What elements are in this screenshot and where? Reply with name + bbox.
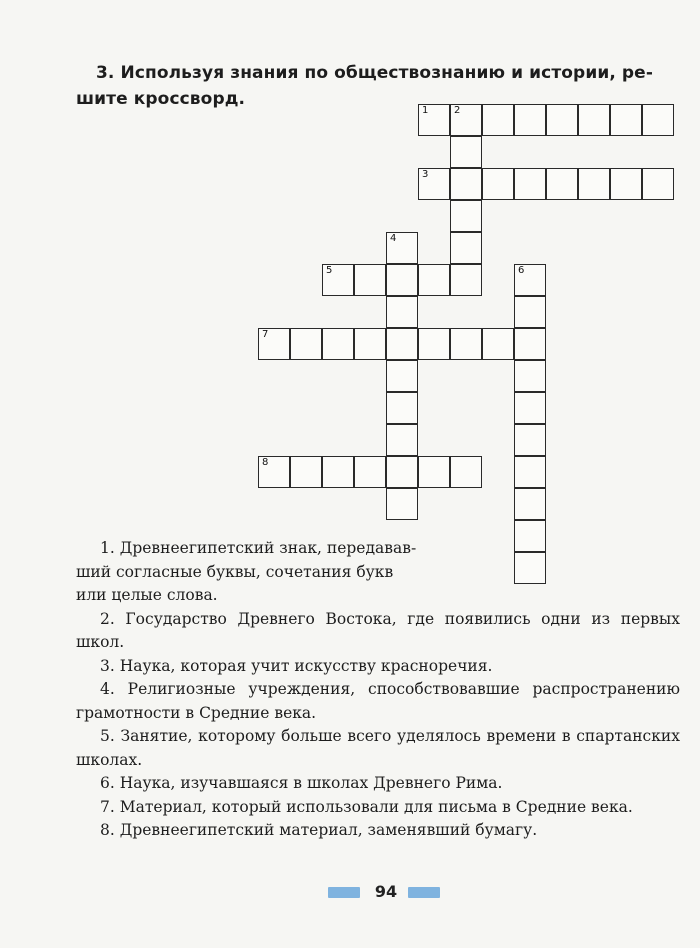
crossword-cell[interactable] xyxy=(354,456,386,488)
crossword-cell[interactable] xyxy=(258,456,290,488)
crossword-cell[interactable] xyxy=(450,328,482,360)
crossword-cell[interactable] xyxy=(322,328,354,360)
clue-1-line-1: 1. Древнеегипетский знак, передавав- xyxy=(100,539,417,557)
clue-8: 8. Древнеегипетский материал, заменявший бумагу. xyxy=(100,821,538,839)
crossword-cell[interactable] xyxy=(418,168,450,200)
clue-2: 2. Государство Древнего Востока, где появились одни из первых школ. xyxy=(76,609,680,651)
crossword-cell[interactable] xyxy=(386,424,418,456)
crossword-cell[interactable] xyxy=(386,232,418,264)
clue-number-7: 7 xyxy=(262,329,269,340)
crossword-cell[interactable] xyxy=(418,328,450,360)
crossword-cell[interactable] xyxy=(578,168,610,200)
crossword-cell[interactable] xyxy=(642,104,674,136)
crossword-cell[interactable] xyxy=(514,360,546,392)
crossword-cell[interactable] xyxy=(450,136,482,168)
crossword-cell[interactable] xyxy=(514,392,546,424)
crossword-cell[interactable] xyxy=(514,104,546,136)
crossword-cell[interactable] xyxy=(450,104,482,136)
page-footer xyxy=(0,880,700,904)
clue-5: 5. Занятие, которому больше всего уделялось времени в спартанских школах. xyxy=(76,727,680,769)
crossword-cell[interactable] xyxy=(386,392,418,424)
crossword-cell[interactable] xyxy=(290,456,322,488)
clue-number-2: 2 xyxy=(454,105,461,116)
crossword-cell[interactable] xyxy=(386,360,418,392)
crossword-cell[interactable] xyxy=(546,104,578,136)
crossword-cell[interactable] xyxy=(258,328,290,360)
clue-number-8: 8 xyxy=(262,457,269,468)
clue-number-1: 1 xyxy=(422,105,429,116)
crossword-cell[interactable] xyxy=(610,104,642,136)
crossword-cell[interactable] xyxy=(482,168,514,200)
clue-number-4: 4 xyxy=(390,233,397,244)
crossword-cell[interactable] xyxy=(514,424,546,456)
clue-6: 6. Наука, изучавшаяся в школах Древнего Рима. xyxy=(100,774,503,792)
crossword-cell[interactable] xyxy=(322,456,354,488)
task-heading-line-2: шите кроссворд. xyxy=(76,89,246,109)
crossword-cell[interactable] xyxy=(418,104,450,136)
crossword-cell[interactable] xyxy=(578,104,610,136)
crossword-cell[interactable] xyxy=(386,296,418,328)
crossword-cell[interactable] xyxy=(450,200,482,232)
clue-3: 3. Наука, которая учит искусству красноречия. xyxy=(100,656,493,675)
crossword-cell[interactable] xyxy=(322,264,354,296)
crossword-cell[interactable] xyxy=(386,328,418,360)
crossword-cell[interactable] xyxy=(450,264,482,296)
clue-number-6: 6 xyxy=(518,265,525,276)
crossword-cell[interactable] xyxy=(610,168,642,200)
crossword-cell[interactable] xyxy=(514,328,546,360)
crossword-cell[interactable] xyxy=(514,168,546,200)
task-heading-line-1: 3. Используя знания по обществознанию и истории, ре- xyxy=(96,63,653,83)
crossword-cell[interactable] xyxy=(354,264,386,296)
crossword-cell[interactable] xyxy=(450,456,482,488)
crossword-cell[interactable] xyxy=(450,168,482,200)
clue-7: 7. Материал, который использовали для письма в Средние века. xyxy=(100,797,633,816)
crossword-cell[interactable] xyxy=(418,264,450,296)
crossword-cell[interactable] xyxy=(354,328,386,360)
crossword-cell[interactable] xyxy=(386,488,418,520)
footer-bar-left xyxy=(328,887,360,898)
clue-number-3: 3 xyxy=(422,169,429,180)
crossword-cell[interactable] xyxy=(450,232,482,264)
clue-1-line-3: или целые слова. xyxy=(76,586,218,604)
clue-1-line-2: ший согласные буквы, сочетания букв xyxy=(76,562,394,581)
crossword-cell[interactable] xyxy=(514,296,546,328)
crossword-cell[interactable] xyxy=(546,168,578,200)
crossword-cell[interactable] xyxy=(386,264,418,296)
page-number: 94 xyxy=(374,882,398,901)
crossword-cell[interactable] xyxy=(482,104,514,136)
footer-bar-right xyxy=(408,887,440,898)
crossword-cell[interactable] xyxy=(514,456,546,488)
crossword-cell[interactable] xyxy=(482,328,514,360)
crossword-cell[interactable] xyxy=(290,328,322,360)
clue-number-5: 5 xyxy=(326,265,333,276)
crossword-cell[interactable] xyxy=(514,488,546,520)
clue-list xyxy=(76,537,680,843)
clue-4: 4. Религиозные учреждения, способствовавшие распространению грамотности в Средние века. xyxy=(76,680,680,722)
crossword-cell[interactable] xyxy=(642,168,674,200)
crossword-cell[interactable] xyxy=(386,456,418,488)
crossword-cell[interactable] xyxy=(418,456,450,488)
crossword-cell[interactable] xyxy=(514,264,546,296)
